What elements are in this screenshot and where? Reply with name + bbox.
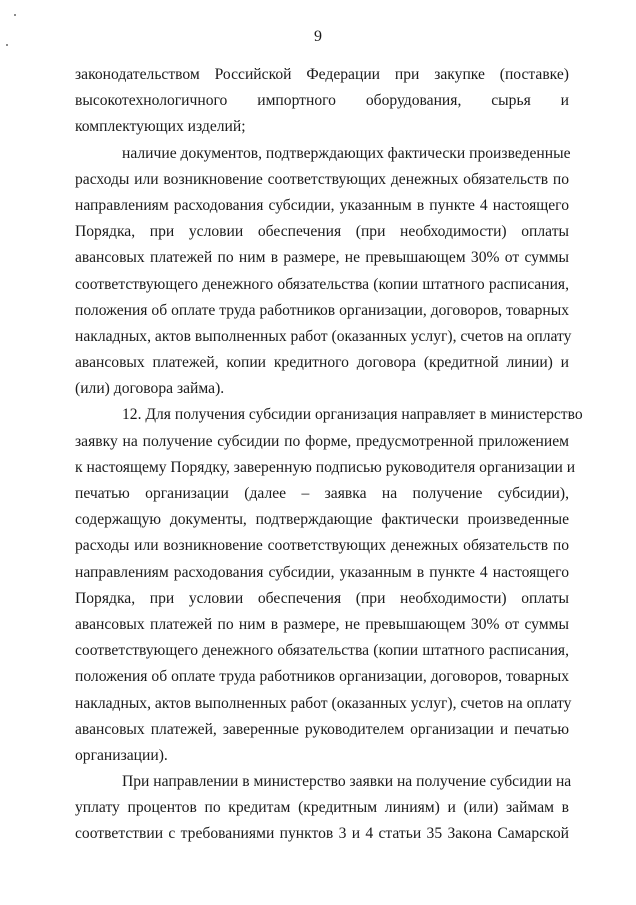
text-line: заявку на получение субсидии по форме, предусмотренной приложением xyxy=(75,432,569,450)
text-line: направлениям расходования субсидии, указанным в пункте 4 настоящего xyxy=(75,563,569,581)
text-line: авансовых платежей по ним в размере, не превышающем 30% от суммы xyxy=(75,249,569,267)
paragraph xyxy=(75,62,569,141)
paragraph xyxy=(75,769,572,848)
text-line: расходы или возникновение соответствующих денежных обязательств по xyxy=(75,170,569,188)
text-line: расходы или возникновение соответствующих денежных обязательств по xyxy=(75,537,569,555)
text-line: уплату процентов по кредитам (кредитным линиям) и (или) займам в xyxy=(75,799,569,817)
page-number: 9 xyxy=(314,28,322,45)
text-line: высокотехнологичного импортного оборудования, сырья и xyxy=(75,92,569,110)
text-line: соответствии с требованиями пунктов 3 и 4 статьи 35 Закона Самарской xyxy=(75,825,569,843)
text-line: 12. Для получения субсидии организация направляет в министерство xyxy=(122,406,583,424)
text-line: соответствующего денежного обязательства (копии штатного расписания, xyxy=(75,642,569,660)
text-line: законодательством Российской Федерации при закупке (поставке) xyxy=(75,66,569,83)
text-line: (или) договора займа). xyxy=(75,380,225,398)
text-line: накладных, актов выполненных работ (оказанных услуг), счетов на оплату xyxy=(75,327,572,345)
text-line: содержащую документы, подтверждающие фактически произведенные xyxy=(75,511,569,529)
text-line: авансовых платежей, заверенные руководителем организации и печатью xyxy=(75,720,569,738)
scan-speck xyxy=(14,14,16,16)
text-line: положения об оплате труда работников организации, договоров, товарных xyxy=(75,668,569,686)
text-line: При направлении в министерство заявки на получение субсидии на xyxy=(122,773,572,791)
text-line: Порядка, при условии обеспечения (при необходимости) оплаты xyxy=(75,589,569,607)
text-line: наличие документов, подтверждающих фактически произведенные xyxy=(122,144,571,162)
document-body xyxy=(75,62,583,848)
paragraph xyxy=(75,402,583,769)
text-line: организации). xyxy=(75,746,168,764)
text-line: положения об оплате труда работников организации, договоров, товарных xyxy=(75,301,569,319)
paragraph xyxy=(75,141,572,403)
text-line: печатью организации (далее – заявка на получение субсидии), xyxy=(75,485,569,502)
text-line: направлениям расходования субсидии, указанным в пункте 4 настоящего xyxy=(75,196,569,214)
text-line: к настоящему Порядку, заверенную подписью руководителя организации и xyxy=(75,458,576,476)
text-line: накладных, актов выполненных работ (оказанных услуг), счетов на оплату xyxy=(75,694,572,712)
text-line: Порядка, при условии обеспечения (при необходимости) оплаты xyxy=(75,223,569,241)
text-line: комплектующих изделий; xyxy=(75,118,246,136)
text-line: авансовых платежей по ним в размере, не превышающем 30% от суммы xyxy=(75,615,569,633)
text-line: соответствующего денежного обязательства (копии штатного расписания, xyxy=(75,275,569,293)
text-line: авансовых платежей, копии кредитного договора (кредитной линии) и xyxy=(75,354,569,372)
